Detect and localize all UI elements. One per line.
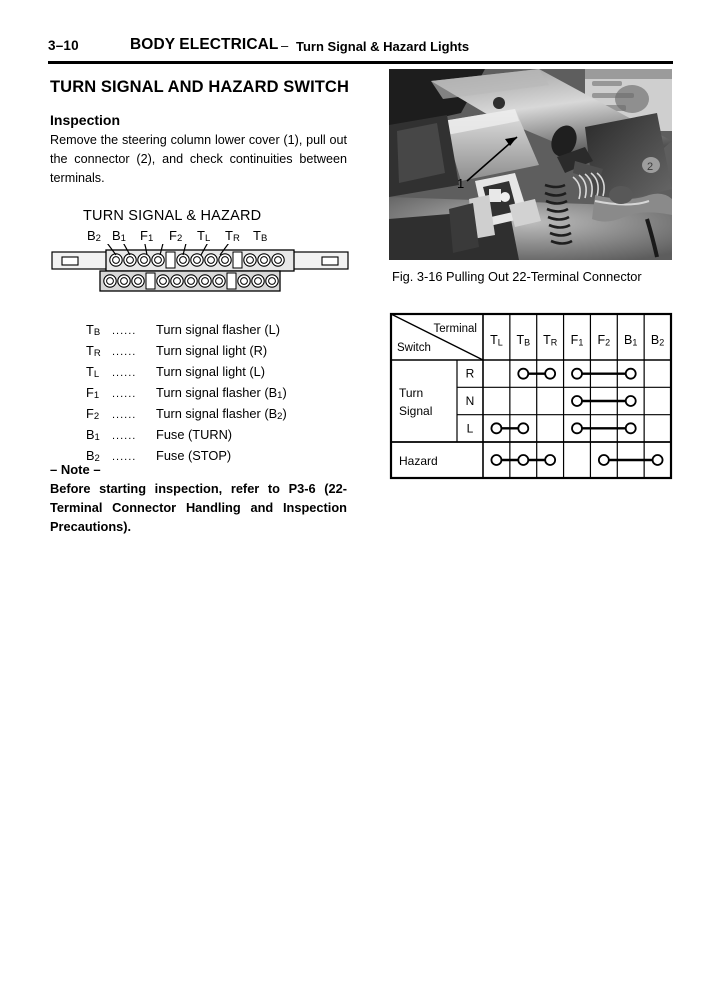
table-row-position-label: L	[466, 421, 474, 436]
legend-term: $B_2$	[86, 448, 100, 464]
table-column-header-b2: B2	[650, 333, 665, 348]
legend-dots: ......	[112, 409, 137, 421]
legend-term: $F_1$	[86, 385, 100, 401]
photo-illustration	[389, 69, 672, 260]
table-column-header-f1: F1	[570, 333, 584, 348]
legend-term: $T_L$	[86, 364, 100, 380]
continuity-node	[599, 455, 609, 465]
note-body-text: Before starting inspection, refer to P3-6 (22-Terminal Connector Handling and Inspection Precautions).	[50, 481, 347, 534]
page-header	[48, 36, 673, 62]
legend-dots: ......	[112, 451, 137, 463]
legend-description: Fuse (TURN)	[156, 427, 233, 442]
continuity-node	[518, 423, 528, 433]
inspection-body-text: Remove the steering column lower cover (1), pull out the connector (2), and check continuities between terminals.	[50, 133, 347, 185]
legend-description: Turn signal light (R)	[156, 343, 268, 358]
legend-row	[86, 364, 366, 385]
legend-dots: ......	[112, 430, 137, 442]
legend-description: Turn signal flasher $(B_1)$	[156, 385, 287, 401]
terminal-legend-list	[86, 322, 366, 469]
page-title: TURN SIGNAL AND HAZARD SWITCH	[50, 78, 349, 96]
table-column-header-tb: TB	[516, 333, 531, 348]
legend-dots: ......	[112, 388, 137, 400]
connector-illustration	[50, 244, 350, 298]
legend-term: $F_2$	[86, 406, 100, 422]
table-row-position-label: N	[465, 394, 475, 408]
svg-text:2: 2	[647, 161, 654, 173]
legend-term: $T_R$	[86, 343, 101, 359]
table-column-header-tr: TR	[543, 333, 558, 348]
connector-pin-label-f2: $F_2$	[169, 228, 183, 244]
photo-callout-1: 1	[457, 176, 465, 191]
header-dash: –	[281, 38, 289, 53]
legend-description: Turn signal flasher (L)	[156, 322, 280, 337]
note-heading: – Note –	[50, 462, 101, 477]
continuity-table	[389, 312, 673, 485]
figure-caption: Fig. 3-16 Pulling Out 22-Terminal Connector	[392, 269, 642, 284]
continuity-node	[626, 423, 636, 433]
continuity-table-svg	[389, 312, 673, 480]
legend-description: Turn signal light (L)	[156, 364, 266, 379]
continuity-node	[491, 455, 501, 465]
table-column-header-tl: TL	[490, 333, 503, 348]
table-row-position-label: R	[465, 366, 475, 381]
continuity-node	[653, 455, 663, 465]
legend-row	[86, 406, 366, 427]
legend-term: $T_B$	[86, 322, 101, 338]
page-number: 3–10	[48, 38, 79, 53]
legend-dots: ......	[112, 367, 137, 379]
legend-description: Turn signal flasher $(B_2)$	[156, 406, 287, 422]
subsection-title: Inspection	[50, 112, 121, 128]
table-group-label: Signal	[399, 404, 433, 418]
legend-row	[86, 322, 366, 343]
legend-row	[86, 427, 366, 448]
table-corner-switch-label: Switch	[397, 342, 431, 354]
legend-row	[86, 385, 366, 406]
legend-description: Fuse (STOP)	[156, 448, 232, 463]
legend-term: $B_1$	[86, 427, 100, 443]
continuity-node	[545, 369, 555, 379]
figure-photo	[389, 69, 672, 260]
connector-pin-label-b2: $B_2$	[87, 228, 101, 244]
connector-pin-label-tr: $T_R$	[225, 228, 240, 244]
connector-pin-label-b1: $B_1$	[112, 228, 126, 244]
header-title: BODY ELECTRICAL	[130, 36, 279, 53]
table-group-label: Turn	[399, 386, 424, 400]
continuity-node	[491, 423, 501, 433]
continuity-node	[545, 455, 555, 465]
connector-pin-label-tb: $T_B$	[253, 228, 268, 244]
continuity-node	[572, 369, 582, 379]
table-group-label: Hazard	[399, 454, 438, 468]
legend-dots: ......	[112, 346, 137, 358]
table-column-header-f2: F2	[597, 333, 611, 348]
header-subtitle: Turn Signal & Hazard Lights	[296, 39, 470, 54]
connector-pin-label-f1: $F_1$	[140, 228, 154, 244]
table-corner-terminal-label: Terminal	[433, 323, 477, 335]
continuity-node	[572, 396, 582, 406]
header-rule	[48, 61, 673, 64]
legend-dots: ......	[112, 325, 137, 337]
table-column-header-b1: B1	[624, 333, 638, 348]
connector-pin-labels	[87, 228, 277, 244]
continuity-node	[518, 455, 528, 465]
continuity-node	[518, 369, 528, 379]
connector-diagram-caption: TURN SIGNAL & HAZARD	[83, 208, 262, 224]
legend-row	[86, 343, 366, 364]
continuity-node	[626, 396, 636, 406]
continuity-node	[572, 423, 582, 433]
continuity-node	[626, 369, 636, 379]
connector-diagram	[50, 208, 350, 298]
note-block	[50, 462, 347, 536]
connector-pin-label-tl: $T_L$	[197, 228, 211, 244]
